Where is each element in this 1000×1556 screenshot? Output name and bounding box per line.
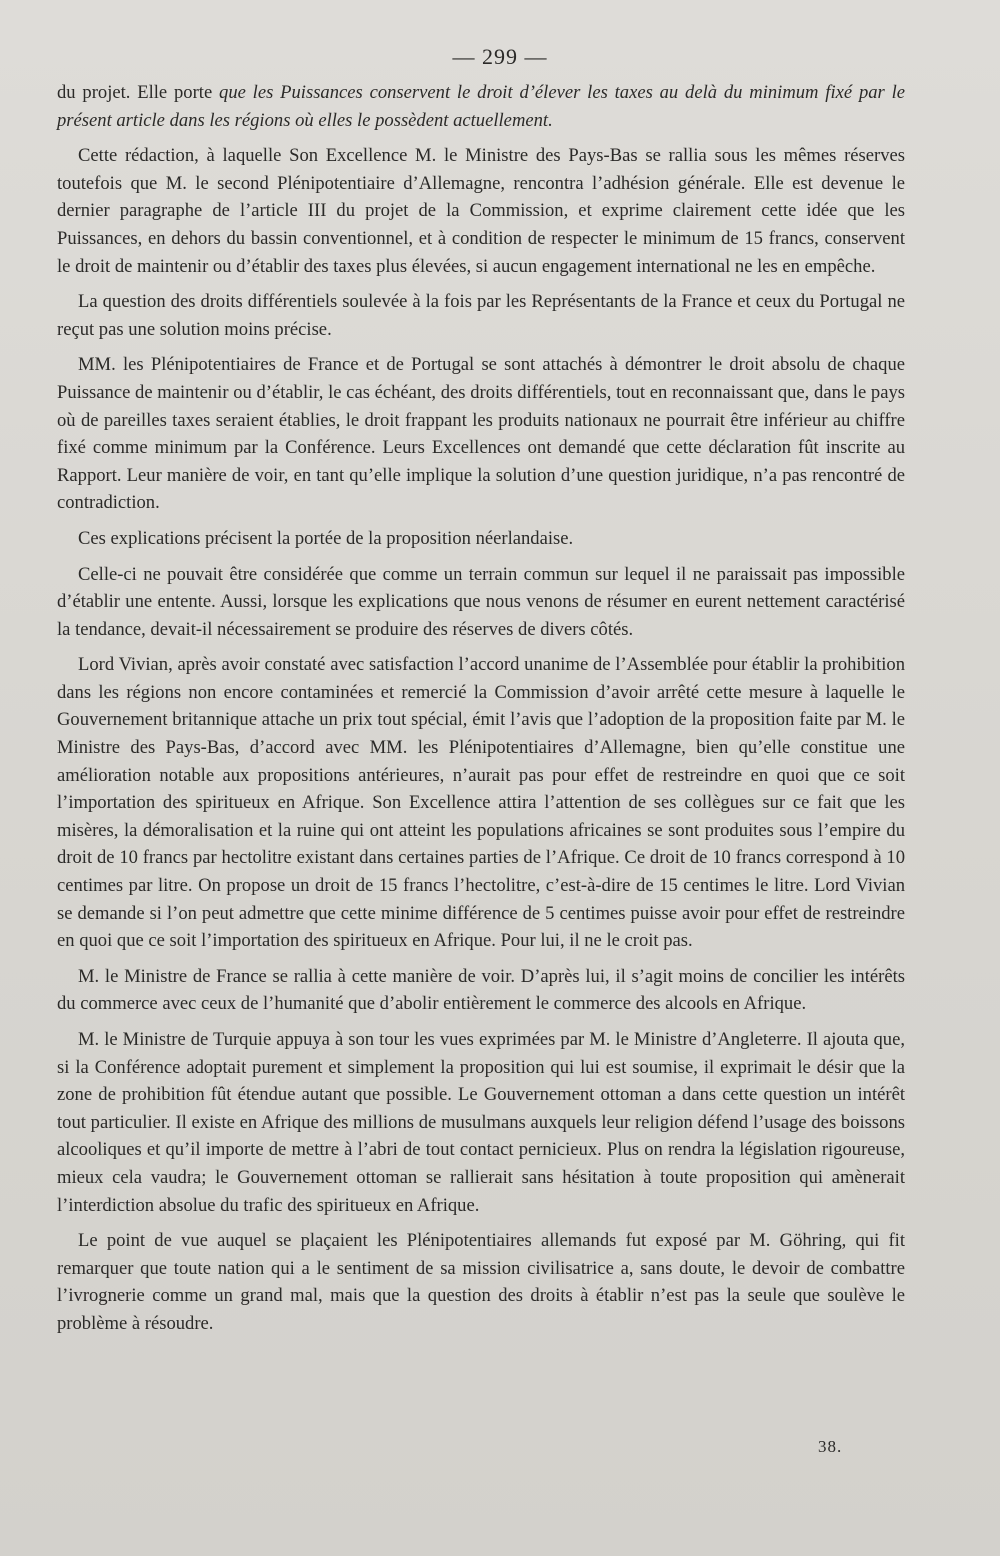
paragraph-1 bbox=[57, 79, 905, 134]
paragraph-2: Cette rédaction, à laquelle Son Excellence M. le Ministre des Pays-Bas se rallia sous les mêmes réserves toutefois que M. le second Plénipotentiaire d’Allemagne, rencontra l’adhésion générale. Elle est devenue le dernier paragraphe de l’article III du projet de la Commission, et exprime clairement cette idée que les Puissances, en dehors du bassin conventionnel, et à condition de respecter le minimum de 15 francs, conservent le droit de maintenir ou d’établir des taxes plus élevées, si aucun engagement international ne les en empêche. bbox=[57, 145, 905, 277]
paragraph-6: Celle-ci ne pouvait être considérée que comme un terrain commun sur lequel il ne paraissait pas impossible d’établir une entente. Aussi, lorsque les explications que nous venons de résumer en eurent nettement caractérisé la tendance, devait-il nécessairement se produire des réserves de divers côtés. bbox=[57, 563, 905, 640]
paragraph-4: MM. les Plénipotentiaires de France et de Portugal se sont attachés à démontrer le droit absolu de chaque Puissance de maintenir ou d’établir, le cas échéant, des droits différentiels, tout en reconnaissant que, dans le pays où de pareilles taxes seraient établies, le droit frappant les produits nationaux ne pourrait être inférieur au chiffre fixé comme minimum par la Conférence. Leurs Excellences ont demandé que cette déclaration fût inscrite au Rapport. Leur manière de voir, en tant qu’elle implique la solution d’une question juridique, n’a pas rencontré de contradiction. bbox=[57, 354, 905, 514]
paragraph-1-italic-quote: que les Puissances conservent le droit d’élever les taxes au delà du minimum fixé par le présent article dans les régions où elles le possèdent actuellement. bbox=[57, 82, 905, 131]
page-number: — 299 — bbox=[452, 44, 548, 69]
paragraph-10: Le point de vue auquel se plaçaient les Plénipotentiaires allemands fut exposé par M. Göhring, qui fit remarquer que toute nation qui a le sentiment de sa mission civilisatrice a, sans doute, le devoir de combattre l’ivrognerie comme un grand mal, mais que la question des droits à établir n’est pas la seule que soulève le problème à résoudre. bbox=[57, 1230, 905, 1334]
paragraph-7: Lord Vivian, après avoir constaté avec satisfaction l’accord unanime de l’Assemblée pour établir la prohibition dans les régions non encore contaminées et remercié la Commission d’avoir arrêté cette mesure à laquelle le Gouvernement britannique attache un prix tout spécial, émit l’avis que l’adoption de la proposition faite par M. le Ministre des Pays-Bas, d’accord avec MM. les Plénipotentiaires d’Allemagne, bien qu’elle constitue une amélioration notable aux propositions antérieures, n’aurait pas pour effet de restreindre en quoi que ce soit l’importation des spiritueux en Afrique. Son Excellence attira l’attention de ses collègues sur ce fait que les misères, la démoralisation et la ruine qui ont atteint les populations africaines se sont produites sous l’empire du droit de 10 francs par hectolitre existant dans certaines parties de l’Afrique. Ce droit de 10 francs correspond à 10 centimes par litre. On propose un droit de 15 francs l’hectolitre, c’est-à-dire de 15 centimes le litre. Lord Vivian se demande si l’on peut admettre que cette minime différence de 5 centimes puisse avoir pour effet de restreindre en quoi que ce soit l’importation des spiritueux en Afrique. Pour lui, il ne le croit pas. bbox=[57, 654, 905, 952]
paragraph-1-part-1: du projet. Elle porte bbox=[57, 82, 220, 103]
paragraph-3: La question des droits différentiels soulevée à la fois par les Représentants de la France et ceux du Portugal ne reçut pas une solution moins précise. bbox=[57, 291, 905, 340]
paragraph-8: M. le Ministre de France se rallia à cette manière de voir. D’après lui, il s’agit moins de concilier les intérêts du commerce avec ceux de l’humanité que d’abolir entièrement le commerce des alcools en Afrique. bbox=[57, 965, 905, 1015]
paragraph-9: M. le Ministre de Turquie appuya à son tour les vues exprimées par M. le Ministre d’Angleterre. Il ajouta que, si la Conférence adoptait purement et simplement la proposition qui lui est soumise, il exprimait le désir que la zone de prohibition fût étendue autant que possible. Le Gouvernement ottoman a dans cette question un intérêt tout particulier. Il existe en Afrique des millions de musulmans auxquels leur religion défend l’usage des boissons alcooliques et qu’il importe de mettre à l’abri de tout contact pernicieux. Plus on rendra la législation rigoureuse, mieux cela vaudra; le Gouvernement ottoman se rallierait sans hésitation à toute proposition qui amènerait l’interdiction absolue du trafic des spiritueux en Afrique. bbox=[57, 1029, 905, 1216]
paragraph-5: Ces explications précisent la portée de la proposition néerlandaise. bbox=[78, 527, 574, 549]
signature-mark: 38. bbox=[818, 1437, 843, 1456]
body-text bbox=[57, 79, 905, 1346]
